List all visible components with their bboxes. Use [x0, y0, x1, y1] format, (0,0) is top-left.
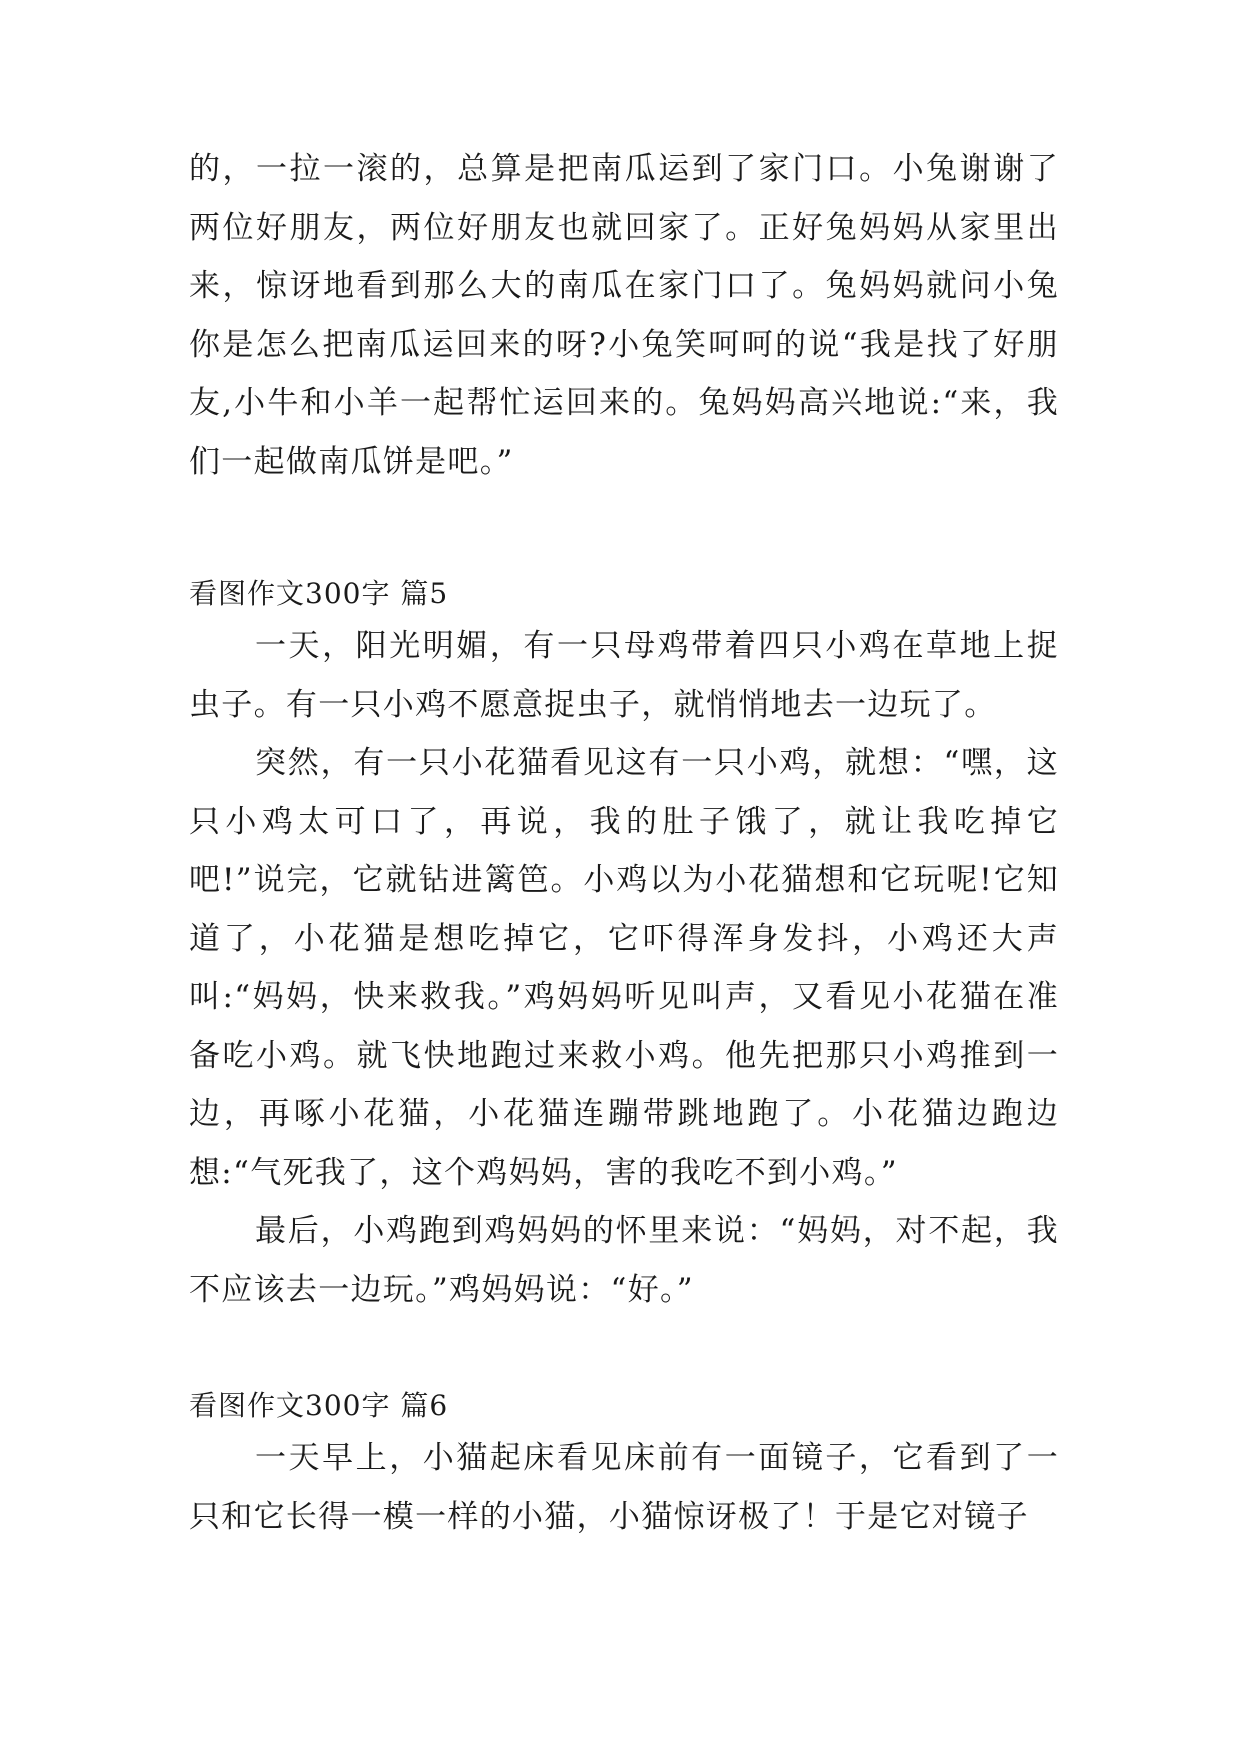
section-5-paragraph-1: 一天，阳光明媚，有一只母鸡带着四只小鸡在草地上捉虫子。有一只小鸡不愿意捉虫子，就悄悄地去一边玩了。	[189, 628, 1059, 723]
continuation-paragraph: 的，一拉一滚的，总算是把南瓜运到了家门口。小兔谢谢了两位好朋友，两位好朋友也就回家了。正好兔妈妈从家里出来，惊讶地看到那么大的南瓜在家门口了。兔妈妈就问小兔你是怎么把南瓜运回来的呀?小兔笑呵呵的说“我是找了好朋友,小牛和小羊一起帮忙运回来的。兔妈妈高兴地说:“来，我们一起做南瓜饼是吧。”	[189, 151, 1059, 480]
section-5-paragraph-3: 最后，小鸡跑到鸡妈妈的怀里来说：“妈妈，对不起，我不应该去一边玩。”鸡妈妈说：“好。”	[189, 1213, 1059, 1308]
section-6-body	[189, 1429, 1059, 1546]
section-5-body	[189, 617, 1059, 1319]
section-6-heading: 看图作文300字 篇6	[189, 1389, 449, 1422]
continuation-text-block	[189, 140, 1059, 491]
section-6-paragraph-1: 一天早上，小猫起床看见床前有一面镜子，它看到了一只和它长得一模一样的小猫，小猫惊讶极了！于是它对镜子	[189, 1440, 1059, 1535]
section-5-paragraph-2: 突然，有一只小花猫看见这有一只小鸡，就想：“嘿，这只小鸡太可口了，再说，我的肚子饿了，就让我吃掉它吧!”说完，它就钻进篱笆。小鸡以为小花猫想和它玩呢!它知道了，小花猫是想吃掉它，它吓得浑身发抖，小鸡还大声叫:“妈妈，快来救我。”鸡妈妈听见叫声，又看见小花猫在准备吃小鸡。就飞快地跑过来救小鸡。他先把那只小鸡推到一边，再啄小花猫，小花猫连蹦带跳地跑了。小花猫边跑边想:“气死我了，这个鸡妈妈，害的我吃不到小鸡。”	[189, 745, 1059, 1191]
section-5-heading: 看图作文300字 篇5	[189, 577, 449, 610]
